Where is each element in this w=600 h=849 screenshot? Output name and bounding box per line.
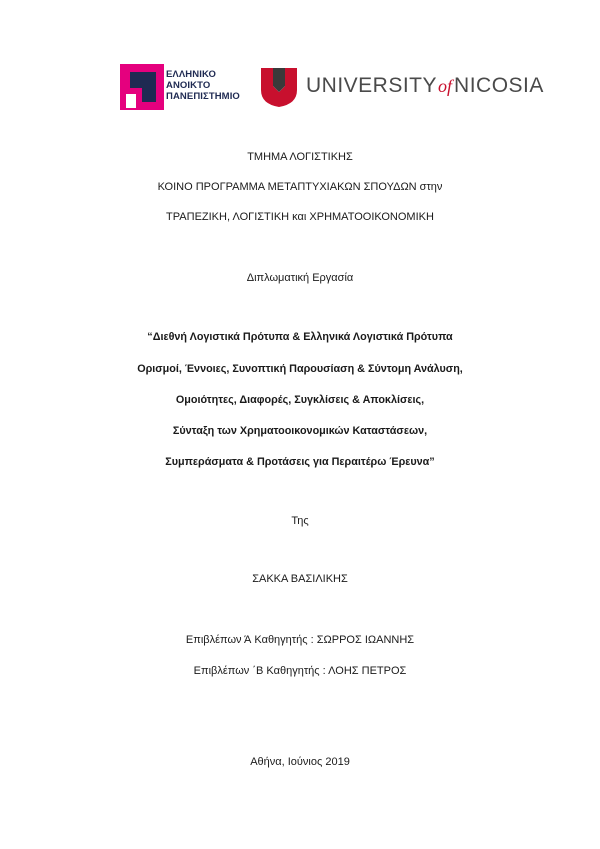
unic-word-nicosia: NICOSIA (454, 74, 544, 97)
by-label: Της (291, 515, 309, 527)
eap-line-2: ΑΝΟΙΚΤΟ (166, 80, 211, 91)
unic-word-university: UNIVERSITY (306, 74, 438, 97)
thesis-title-line-5: Συμπεράσματα & Προτάσεις για Περαιτέρω Έρευνα” (165, 456, 435, 468)
program-line-1: ΚΟΙΝΟ ΠΡΟΓΡΑΜΜΑ ΜΕΤΑΠΤΥΧΙΑΚΩΝ ΣΠΟΥΔΩΝ στην (157, 181, 443, 193)
thesis-title-line-1: “Διεθνή Λογιστικά Πρότυπα & Ελληνικά Λογιστικά Πρότυπα (147, 331, 453, 343)
unic-word-of: of (438, 76, 453, 96)
supervisor-a: Επιβλέπων Ά Καθηγητής : ΣΩΡΡΟΣ ΙΩΑΝΝΗΣ (185, 634, 415, 646)
eap-emblem-icon (120, 64, 164, 110)
thesis-title-line-4: Σύνταξη των Χρηματοοικονομικών Καταστάσεων, (172, 425, 428, 437)
supervisor-b: Επιβλέπων ΄Β Καθηγητής : ΛΟΗΣ ΠΕΤΡΟΣ (193, 665, 407, 677)
thesis-title-line-2: Ορισμοί, Έννοιες, Συνοπτική Παρουσίαση & Σύντομη Ανάλυση, (137, 363, 463, 375)
eap-wordmark (166, 69, 240, 102)
document-type: Διπλωματική Εργασία (246, 272, 354, 284)
department-name: ΤΜΗΜΑ ΛΟΓΙΣΤΙΚΗΣ (247, 151, 353, 163)
university-of-nicosia-logo (259, 66, 544, 110)
unic-shield-icon (259, 66, 299, 108)
author-name: ΣΑΚΚΑ ΒΑΣΙΛΙΚΗΣ (252, 573, 348, 585)
eap-line-3: ΠΑΝΕΠΙΣΤΗΜΙΟ (166, 91, 240, 102)
eap-line-1: ΕΛΛΗΝΙΚΟ (166, 69, 216, 80)
unic-wordmark (306, 74, 544, 98)
hellenic-open-university-logo (120, 64, 246, 110)
place-date: Αθήνα, Ιούνιος 2019 (250, 756, 350, 768)
thesis-title-line-3: Ομοιότητες, Διαφορές, Συγκλίσεις & Αποκλίσεις, (175, 394, 425, 406)
program-line-2: ΤΡΑΠΕΖΙΚΗ, ΛΟΓΙΣΤΙΚΗ και ΧΡΗΜΑΤΟΟΙΚΟΝΟΜΙΚΗ (166, 211, 434, 223)
